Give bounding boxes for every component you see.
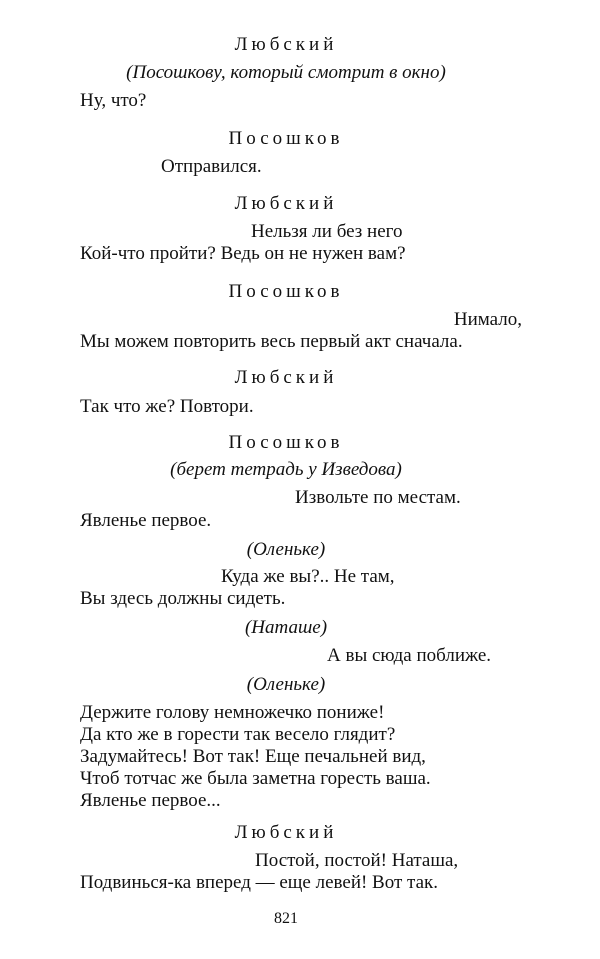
dialogue-line: Чтоб тотчас же была заметна горесть ваша. — [80, 768, 431, 789]
speaker-name: Посошков — [228, 281, 344, 302]
dialogue-line: Кой-что пройти? Ведь он не нужен вам? — [80, 243, 406, 264]
speaker-name: Посошков — [228, 128, 344, 149]
dialogue-line: Подвинься-ка вперед — еще левей! Вот так. — [80, 872, 438, 893]
speaker-name: Любский — [234, 367, 338, 388]
dialogue-line: Отправился. — [161, 156, 262, 177]
dialogue-line: Вы здесь должны сидеть. — [80, 588, 286, 609]
dialogue-line: Явленье первое. — [80, 510, 212, 531]
dialogue-line: Мы можем повторить весь первый акт сначала. — [80, 331, 463, 352]
stage-direction: (Посошкову, который смотрит в окно) — [126, 62, 446, 83]
dialogue-line: Так что же? Повтори. — [80, 396, 254, 417]
stage-direction: (Оленьке) — [246, 539, 326, 560]
dialogue-line: Постой, постой! Наташа, — [255, 850, 459, 871]
stage-direction: (берет тетрадь у Изведова) — [170, 459, 402, 480]
speaker-name: Посошков — [228, 432, 344, 453]
page-number: 821 — [274, 910, 298, 927]
dialogue-line: Да кто же в горести так весело глядит? — [80, 724, 396, 745]
stage-direction: (Наташе) — [244, 617, 328, 638]
speaker-name: Любский — [234, 34, 338, 55]
dialogue-line: Куда же вы?.. Не там, — [221, 566, 395, 587]
dialogue-line: Держите голову немножечко пониже! — [80, 702, 385, 723]
speaker-name: Любский — [234, 193, 338, 214]
dialogue-line: А вы сюда поближе. — [327, 645, 492, 666]
dialogue-line: Явленье первое... — [80, 790, 221, 811]
dialogue-line: Ну, что? — [80, 90, 147, 111]
dialogue-line: Извольте по местам. — [295, 487, 461, 508]
stage-direction: (Оленьке) — [246, 674, 326, 695]
dialogue-line: Нимало, — [453, 309, 522, 330]
dialogue-line: Задумайтесь! Вот так! Еще печальней вид, — [80, 746, 426, 767]
dialogue-line: Нельзя ли без него — [251, 221, 403, 242]
speaker-name: Любский — [234, 822, 338, 843]
